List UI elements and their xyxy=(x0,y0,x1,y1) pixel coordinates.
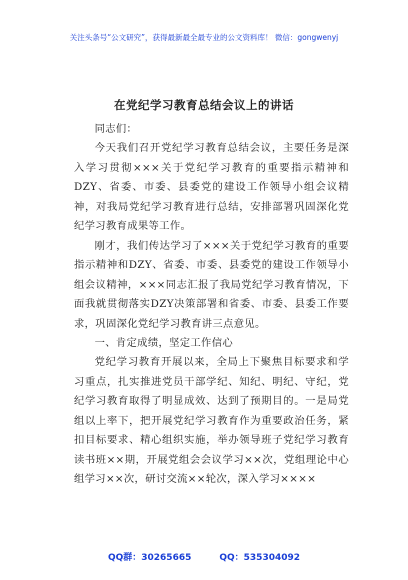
footer-contact xyxy=(0,550,408,563)
paragraph-intro: 今天我们召开党纪学习教育总结会议，主要任务是深入学习贯彻×××关于党纪学习教育的重要指示精神和DZY、省委、市委、县委党的建设工作领导小组会议精神，对我局党纪学习教育进行总结，安排部署巩固深化党纪学习教育成果等工作。 xyxy=(74,142,349,233)
header-note: 关注头条号“公文研究”，获得最新最全最专业的公文资料库！ 微信：gongwenyj xyxy=(69,33,339,42)
footer-qq-group: QQ群：30265665 xyxy=(107,553,192,563)
document-title: 在党纪学习教育总结会议上的讲话 xyxy=(114,98,294,112)
salutation: 同志们： xyxy=(94,123,138,135)
document-body xyxy=(74,120,349,490)
paragraph-summary: 刚才，我们传达学习了×××关于党纪学习教育的重要指示精神和DZY、省委、市委、县委党的建设工作领导小组会议精神，×××同志汇报了我局党纪学习教育情况，下面我就贯彻落实DZY决策部署和省委、市委、县委工作要求，巩固深化党纪学习教育讲三点意见。 xyxy=(74,239,349,330)
section-heading-1: 一、肯定成绩，坚定工作信心 xyxy=(94,336,234,349)
paragraph-achievements: 党纪学习教育开展以来，全局上下聚焦目标要求和学习重点，扎实推进党员干部学纪、知纪、明纪、守纪，党纪学习教育取得了明显成效、达到了预期目的。一是局党组以上率下，把开展党纪学习教育作为重要政治任务，紧扣目标要求、精心组织实施，举办领导班子党纪学习教育读书班××期，开展党组会会议学习××次，党组理论中心组学习××次，研讨交流××轮次，深入学习×××× xyxy=(74,356,349,486)
footer-qq: QQ：535304092 xyxy=(219,553,301,563)
